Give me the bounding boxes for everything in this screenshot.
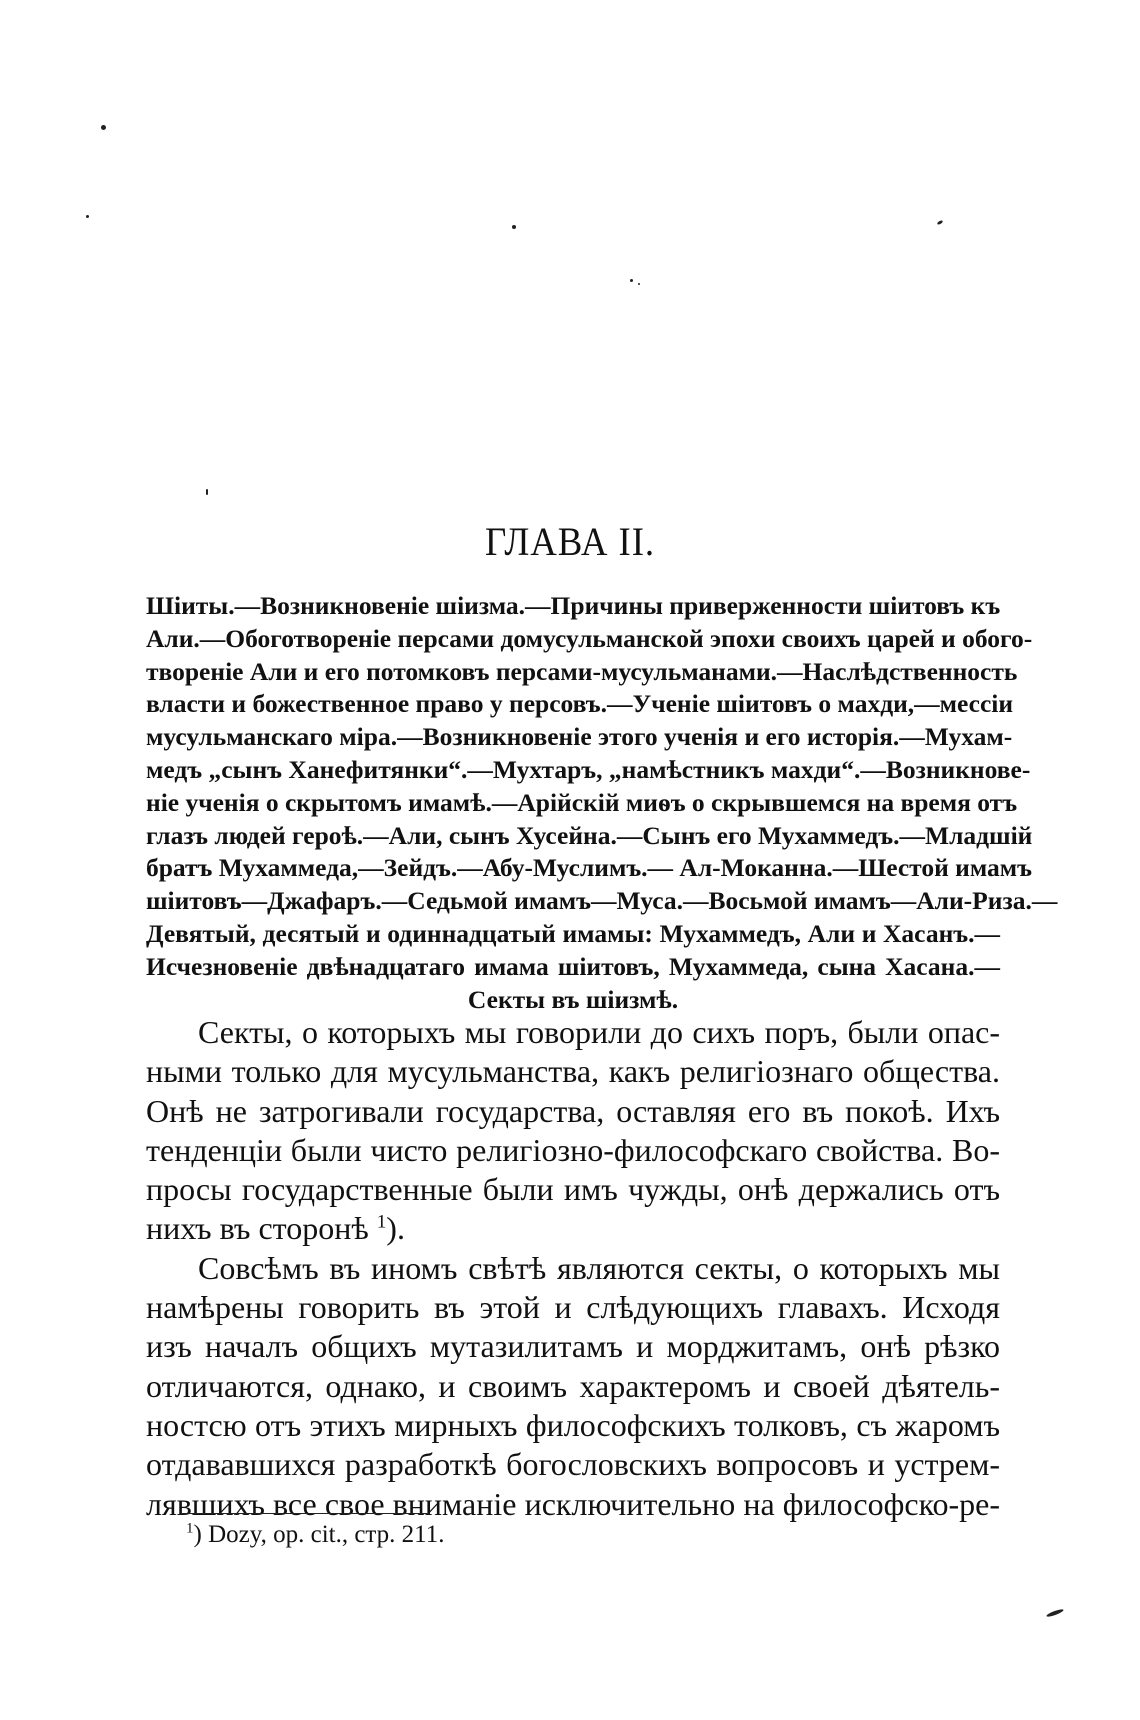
footnote bbox=[186, 1520, 445, 1550]
scan-speck bbox=[206, 489, 208, 495]
body-line: ностсю отъ этихъ мирныхъ философскихъ толковъ, съ жаромъ bbox=[146, 1406, 1000, 1443]
body-line-text: нихъ въ сторонѣ bbox=[146, 1210, 369, 1247]
body-line: Секты, о которыхъ мы говорили до сихъ поръ, были опас- bbox=[198, 1014, 1000, 1050]
scan-speck bbox=[638, 283, 640, 285]
summary-line: братъ Мухаммеда,—Зейдъ.—Абу-Муслимъ.— Ал-Моканна.—Шестой имамъ bbox=[146, 853, 1033, 883]
body-line: тенденцiи были чисто религiозно-философскаго свойства. Во- bbox=[146, 1131, 1000, 1168]
body-line: просы государственные были имъ чужды, онѣ держались отъ bbox=[146, 1171, 1000, 1208]
footnote-marker: 1 bbox=[186, 1520, 194, 1537]
summary-line: Шiиты.—Возникновенiе шiизма.—Причины приверженности шiитовъ къ bbox=[146, 591, 1001, 620]
body-line: изъ началъ общихъ мутазилитамъ и морджитамъ, онѣ рѣзко bbox=[146, 1328, 1000, 1365]
body-line-with-footnote-ref bbox=[146, 1209, 1000, 1248]
chapter-title: ГЛАВА II. bbox=[484, 519, 656, 564]
body-line: отдававшихся разработкѣ богословскихъ вопросовъ и устрем- bbox=[146, 1446, 1000, 1483]
summary-line: глазъ людей героѣ.—Али, сынъ Хусейна.—Сынъ его Мухаммедъ.—Младшiй bbox=[146, 820, 1033, 850]
summary-line: власти и божественное право у персовъ.—Ученiе шiитовъ о махди,—мессiи bbox=[146, 689, 1014, 719]
summary-line: Девятый, десятый и одиннадцатый имамы: Мухаммедъ, Али и Хасанъ.— bbox=[146, 918, 1000, 948]
summary-line: шiитовъ—Джафаръ.—Седьмой имамъ—Муса.—Восьмой имамъ—Али-Риза.— bbox=[146, 886, 1058, 916]
summary-line: Исчезновенiе двѣнадцатаго имама шiитовъ, Мухаммеда, сына Хасана.— bbox=[146, 951, 1000, 981]
summary-line: Али.—Обоготворенiе персами домусульманской эпохи своихъ царей и обого- bbox=[146, 623, 1033, 653]
body-line: намѣрены говорить въ этой и слѣдующихъ главахъ. Исходя bbox=[146, 1289, 1000, 1326]
footnote-text: ) Dozy, op. cit., стр. 211. bbox=[193, 1521, 445, 1548]
summary-line: медъ „сынъ Ханефитянки“.—Мухтаръ, „намѣстникъ махди“.—Возникнове- bbox=[146, 754, 1031, 784]
body-line: Совсѣмъ въ иномъ свѣтѣ являются секты, о которыхъ мы bbox=[198, 1249, 1000, 1286]
summary-line: нiе ученiя о скрытомъ имамѣ.—Арiйскiй миѳъ о скрывшемся на время отъ bbox=[146, 787, 1018, 817]
scan-speck bbox=[937, 220, 944, 226]
footnote-divider bbox=[182, 1513, 430, 1514]
body-line: отличаются, однако, и своимъ характеромъ и своей дѣятель- bbox=[146, 1367, 1000, 1404]
summary-line: творенiе Али и его потомковъ персами-мусульманами.—Наслѣдственность bbox=[146, 656, 1018, 686]
scan-speck bbox=[101, 125, 106, 130]
scan-speck bbox=[86, 215, 89, 218]
body-line: Онѣ не затрогивали государства, оставляя его въ покоѣ. Ихъ bbox=[146, 1092, 1000, 1129]
footnote-reference-close: ). bbox=[386, 1210, 405, 1247]
chapter-summary bbox=[146, 590, 1058, 1016]
summary-line: мусульманскаго мiра.—Возникновенiе этого ученiя и его исторiя.—Мухам- bbox=[146, 722, 1013, 752]
body-line: ными только для мусульманства, какъ религiознаго общества. bbox=[146, 1053, 1000, 1090]
body-text bbox=[146, 1013, 1000, 1524]
scan-speck bbox=[630, 279, 633, 282]
scan-speck bbox=[512, 225, 516, 229]
footnote-reference: 1 bbox=[376, 1211, 387, 1233]
scan-speck bbox=[1046, 1608, 1064, 1618]
body-line: лявшихъ все свое вниманiе исключительно на философско-ре- bbox=[146, 1485, 1000, 1522]
summary-line: Секты въ шiизмѣ. bbox=[467, 984, 679, 1014]
